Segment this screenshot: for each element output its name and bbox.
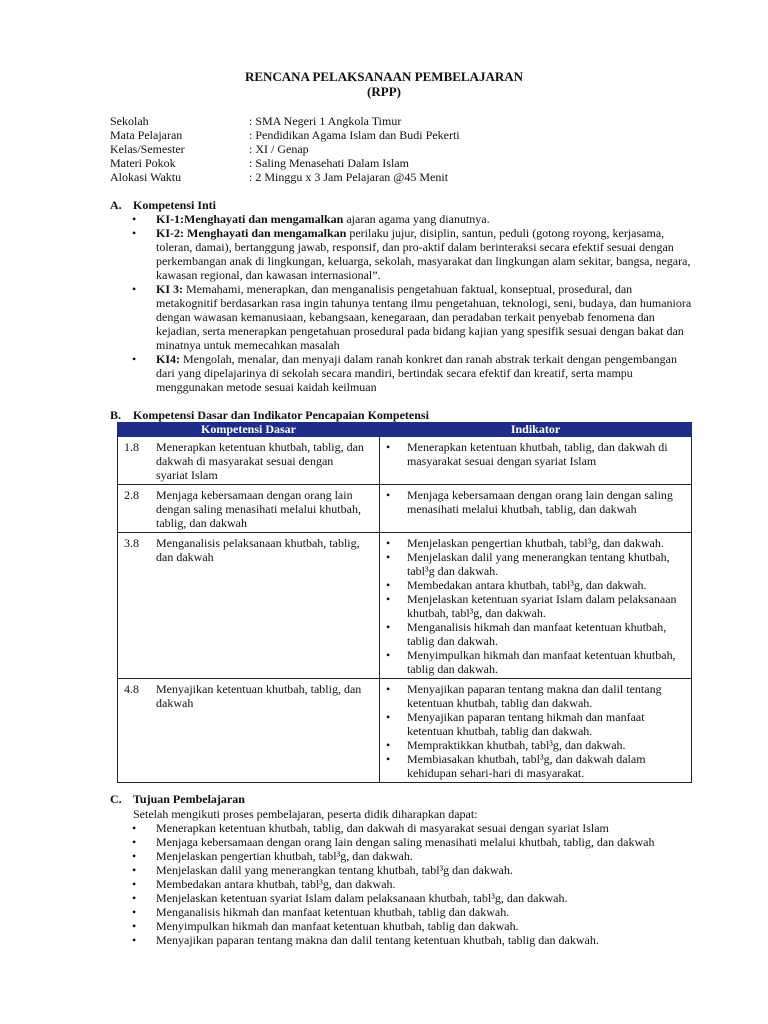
indicator-item: • Menerapkan ketentuan khutbah, tablig, dan dakwah di masyarakat sesuai dengan syariat Islam [384, 440, 687, 468]
meta-value: : XI / Genap [249, 142, 309, 156]
kd-cell [118, 485, 380, 533]
meta-label: Materi Pokok [110, 156, 176, 170]
section-number: C. [110, 792, 122, 806]
table-row [118, 485, 692, 533]
ki-lead: KI4: [156, 352, 180, 366]
indicator-item: • Menjelaskan pengertian khutbah, tabl³g, dan dakwah. [384, 536, 687, 550]
kd-cell [118, 437, 380, 485]
meta-value: : 2 Minggu x 3 Jam Pelajaran @45 Menit [249, 170, 449, 184]
section-a-heading [110, 198, 216, 212]
ki-text: ajaran agama yang dianutnya. [343, 212, 490, 226]
tujuan-list [156, 821, 716, 947]
kd-number: 2.8 [124, 488, 139, 502]
kd-number: 1.8 [124, 440, 139, 454]
indicator-item: • Menyajikan paparan tentang makna dan dalil tentang ketentuan khutbah, tablig dan dakwah. [384, 682, 687, 710]
list-item: • Menjelaskan dalil yang menerangkan tentang khutbah, tabl³g dan dakwah. [156, 863, 716, 877]
indicator-item: • Membedakan antara khutbah, tabl³g, dan dakwah. [384, 578, 687, 592]
ki-lead: KI-2: Menghayati dan mengamalkan [156, 226, 347, 240]
kd-text: Menerapkan ketentuan khutbah, tablig, dan dakwah di masyarakat sesuai dengan syariat Islam [156, 440, 364, 482]
kd-cell [118, 533, 380, 679]
meta-row-mata-pelajaran [110, 128, 710, 142]
section-number: B. [110, 408, 122, 422]
table-row [118, 679, 692, 783]
list-item: • Menganalisis hikmah dan manfaat ketentuan khutbah, tablig dan dakwah. [156, 905, 716, 919]
meta-value: : Saling Menasehati Dalam Islam [249, 156, 409, 170]
indicator-item: • Menyajikan paparan tentang hikmah dan manfaat ketentuan khutbah, tablig dan dakwah. [384, 710, 687, 738]
ki-item-4: • KI4: Mengolah, menalar, dan menyaji dalam ranah konkret dan ranah abstrak terkait dengan pengembangan dari yang dipelajarinya di sekolah secara mandiri, bertindak secara efektif dan kreatif, serta mampu menggunakan metode sesuai kaidah keilmuan [132, 352, 677, 394]
kd-text: Menyajikan ketentuan khutbah, tablig, dan dakwah [156, 682, 362, 710]
kd-text: Menjaga kebersamaan dengan orang lain dengan saling menasihati melalui khutbah, tablig, dan dakwah [156, 488, 361, 530]
document-title: RENCANA PELAKSANAAN PEMBELAJARAN [244, 69, 524, 84]
indicator-item: • Membiasakan khutbah, tabl³g, dan dakwah dalam kehidupan sehari-hari di masyarakat. [384, 752, 687, 780]
list-item: • Membedakan antara khutbah, tabl³g, dan dakwah. [156, 877, 716, 891]
indicator-item: • Mempraktikkan khutbah, tabl³g, dan dakwah. [384, 738, 687, 752]
header-indikator: Indikator [380, 423, 692, 437]
section-b-heading [110, 408, 429, 422]
table-header-row [118, 423, 692, 437]
kd-text: Menganalisis pelaksanaan khutbah, tablig, dan dakwah [156, 536, 360, 564]
meta-row-sekolah [110, 114, 710, 128]
kd-number: 3.8 [124, 536, 139, 550]
indicator-item: • Menjelaskan ketentuan syariat Islam dalam pelaksanaan khutbah, tabl³g, dan dakwah. [384, 592, 687, 620]
section-c-heading [110, 792, 245, 806]
list-item: • Menyajikan paparan tentang makna dan dalil tentang ketentuan khutbah, tablig dan dakwah. [156, 933, 716, 947]
table-row [118, 437, 692, 485]
indicator-cell [380, 485, 692, 533]
kd-cell [118, 679, 380, 783]
ki-lead: KI 3: [156, 282, 183, 296]
ki-lead: KI-1:Menghayati dan mengamalkan [156, 212, 344, 226]
indicator-item: • Menganalisis hikmah dan manfaat ketentuan khutbah, tablig dan dakwah. [384, 620, 687, 648]
meta-value: : Pendidikan Agama Islam dan Budi Pekerti [249, 128, 460, 142]
list-item: • Menyimpulkan hikmah dan manfaat ketentuan khutbah, tablig dan dakwah. [156, 919, 716, 933]
section-title: Tujuan Pembelajaran [133, 792, 245, 806]
indicator-cell [380, 437, 692, 485]
table-row [118, 533, 692, 679]
meta-value: : SMA Negeri 1 Angkola Timur [249, 114, 402, 128]
list-item: • Menerapkan ketentuan khutbah, tablig, dan dakwah di masyarakat sesuai dengan syariat Islam [156, 821, 716, 835]
ki-item-3: • KI 3: Memahami, menerapkan, dan menganalisis pengetahuan faktual, konseptual, prosedural, dan metakognitif berdasarkan rasa ingin tahunya tentang ilmu pengetahuan, teknologi, seni, budaya, dan humaniora dengan wawasan kemanusiaan, kebangsaan, kenegaraan, dan peradaban terkait penyebab fenomena dan kejadian, serta menerapkan pengetahuan prosedural pada bidang kajian yang spesifik sesuai dengan bakat dan minatnya untuk memecahkan masalah [132, 282, 692, 352]
ki-text: Mengolah, menalar, dan menyaji dalam ranah konkret dan ranah abstrak terkait dengan pengembangan dari yang dipelajarinya di sekolah secara mandiri, bertindak secara efektif dan kreatif, serta mampu menggunakan metode sesuai kaidah keilmuan [156, 352, 677, 394]
header-kompetensi-dasar: Kompetensi Dasar [118, 423, 380, 437]
meta-row-kelas-semester [110, 142, 710, 156]
ki-item-1: • KI-1:Menghayati dan mengamalkan ajaran agama yang dianutnya. [132, 212, 490, 226]
section-title: Kompetensi Inti [133, 198, 217, 212]
meta-label: Kelas/Semester [110, 142, 185, 156]
meta-row-alokasi-waktu [110, 170, 710, 184]
meta-label: Sekolah [110, 114, 149, 128]
list-item: • Menjelaskan pengertian khutbah, tabl³g, dan dakwah. [156, 849, 716, 863]
meta-label: Mata Pelajaran [110, 128, 183, 142]
tujuan-intro: Setelah mengikuti proses pembelajaran, peserta didik diharapkan dapat: [133, 807, 478, 821]
ki-item-2: • KI-2: Menghayati dan mengamalkan perilaku jujur, disiplin, santun, peduli (gotong royong, kerjasama, toleran, damai), bertanggung jawab, responsif, dan pro-aktif dalam berinteraksi secara efektif sesuai dengan perkembangan anak di lingkungan, keluarga, sekolah, masyarakat dan lingkungan alam sekitar, bangsa, negara, kawasan regional, dan kawasan internasional”. [132, 226, 691, 282]
indicator-cell [380, 679, 692, 783]
kd-indicator-table [117, 422, 692, 783]
list-item: • Menjelaskan ketentuan syariat Islam dalam pelaksanaan khutbah, tabl³g, dan dakwah. [156, 891, 716, 905]
ki-text: perilaku jujur, disiplin, santun, peduli (gotong royong, kerjasama, toleran, damai), bertanggung jawab, responsif, dan pro-aktif dalam berinteraksi secara efektif sesuai dengan perkembangan anak di lingkungan, keluarga, sekolah, masyarakat dan lingkungan alam sekitar, bangsa, negara, kawasan regional, dan kawasan internasional”. [156, 226, 691, 282]
section-number: A. [110, 198, 122, 212]
meta-row-materi-pokok [110, 156, 710, 170]
ki-text: Memahami, menerapkan, dan menganalisis pengetahuan faktual, konseptual, prosedural, dan metakognitif berdasarkan rasa ingin tahunya tentang ilmu pengetahuan, teknologi, seni, budaya, dan humaniora dengan wawasan kemanusiaan, kebangsaan, kenegaraan, dan peradaban terkait penyebab fenomena dan kejadian, serta menerapkan pengetahuan prosedural pada bidang kajian yang spesifik sesuai dengan bakat dan minatnya untuk memecahkan masalah [156, 282, 692, 352]
list-item: • Menjaga kebersamaan dengan orang lain dengan saling menasihati melalui khutbah, tablig, dan dakwah [156, 835, 716, 849]
indicator-cell [380, 533, 692, 679]
meta-label: Alokasi Waktu [110, 170, 182, 184]
indicator-item: • Menjelaskan dalil yang menerangkan tentang khutbah, tabl³g dan dakwah. [384, 550, 687, 578]
document-subtitle: (RPP) [367, 84, 401, 99]
kd-number: 4.8 [124, 682, 139, 696]
indicator-item: • Menyimpulkan hikmah dan manfaat ketentuan khutbah, tablig dan dakwah. [384, 648, 687, 676]
indicator-item: • Menjaga kebersamaan dengan orang lain dengan saling menasihati melalui khutbah, tablig, dan dakwah [384, 488, 687, 516]
section-title: Kompetensi Dasar dan Indikator Pencapaian Kompetensi [133, 408, 429, 422]
